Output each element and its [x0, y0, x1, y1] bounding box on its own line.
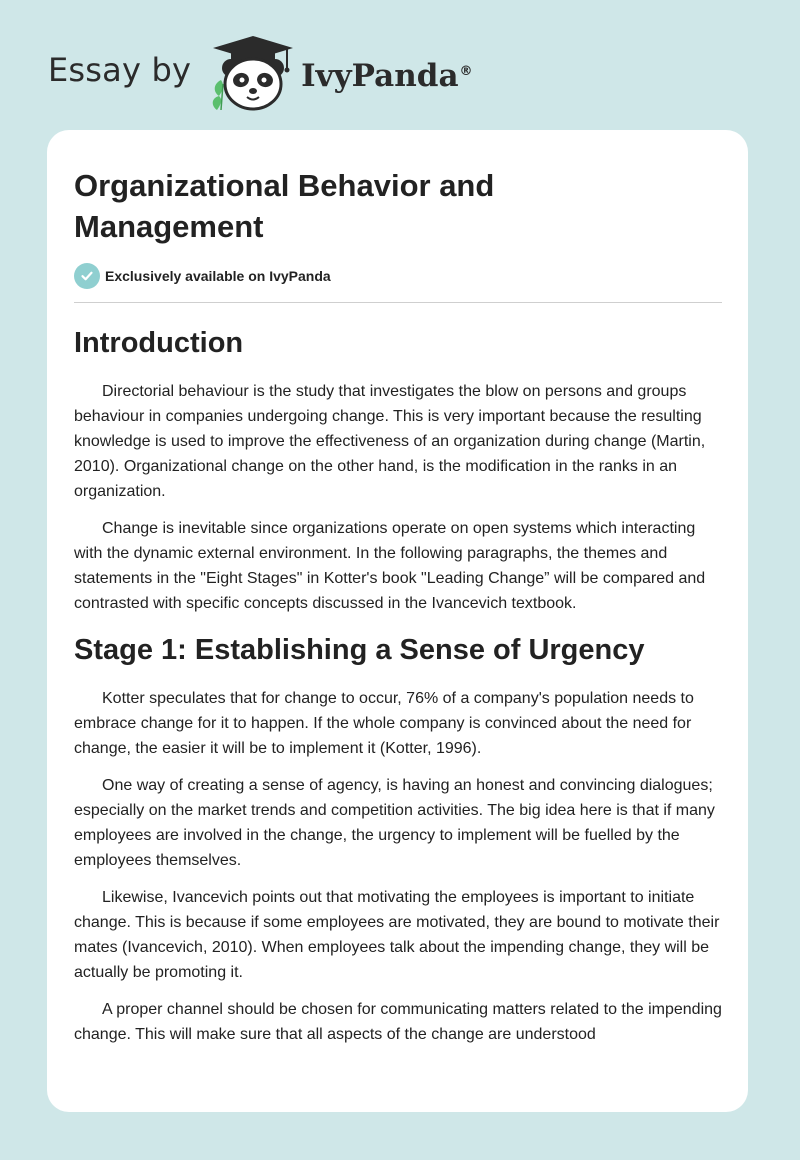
exclusive-badge-label: Exclusively available on IvyPanda — [105, 268, 331, 284]
panda-logo-icon — [207, 34, 299, 112]
paragraph: Directorial behaviour is the study that investigates the blow on persons and groups behaviour in companies undergoing change. This is very important because the resulting knowledge is used to improve the effectiveness of an organization during change (Martin, 2010). Organizational change on the other hand, is the modification in the ranks in an organization. — [74, 383, 706, 500]
paragraph: A proper channel should be chosen for communicating matters related to the impending change. This will make sure that all aspects of the change are understood — [74, 1001, 722, 1043]
section-heading-introduction: Introduction — [74, 327, 244, 359]
exclusive-badge — [74, 263, 331, 289]
paragraph: Change is inevitable since organizations operate on open systems which interacting with the dynamic external environment. In the following paragraphs, the themes and statements in the "Eight Stages" in Kotter's book "Leading Change” will be compared and contrasted with specific concepts discussed in the Ivancevich textbook. — [74, 520, 706, 612]
essay-body — [74, 323, 724, 1059]
paragraph: Kotter speculates that for change to occur, 76% of a company's population needs to embrace change for it to happen. If the whole company is convinced about the need for change, the easier it will be to implement it (Kotter, 1996). — [74, 690, 694, 757]
brand-name: IvyPanda® — [301, 58, 473, 94]
paragraph: One way of creating a sense of agency, is having an honest and convincing dialogues; especially on the market trends and competition activities. The big idea here is that if many employees are involved in the change, the urgency to implement will be fuelled by the employees themselves. — [74, 777, 715, 869]
paragraph: Likewise, Ivancevich points out that motivating the employees is important to initiate change. This is because if some employees are motivated, they are bound to motivate their mates (Ivancevich, 2010). When employees talk about the impending change, they will be actually be promoting it. — [74, 889, 720, 981]
essay-title: Organizational Behavior and Management — [74, 168, 495, 244]
section-heading-stage-1: Stage 1: Establishing a Sense of Urgency — [74, 634, 645, 666]
check-icon — [74, 263, 100, 289]
brand-prefix: Essay by — [48, 51, 192, 89]
registered-mark: ® — [459, 63, 473, 79]
title-divider — [74, 302, 722, 303]
essay-card — [47, 130, 748, 1112]
brand-header — [48, 34, 473, 112]
